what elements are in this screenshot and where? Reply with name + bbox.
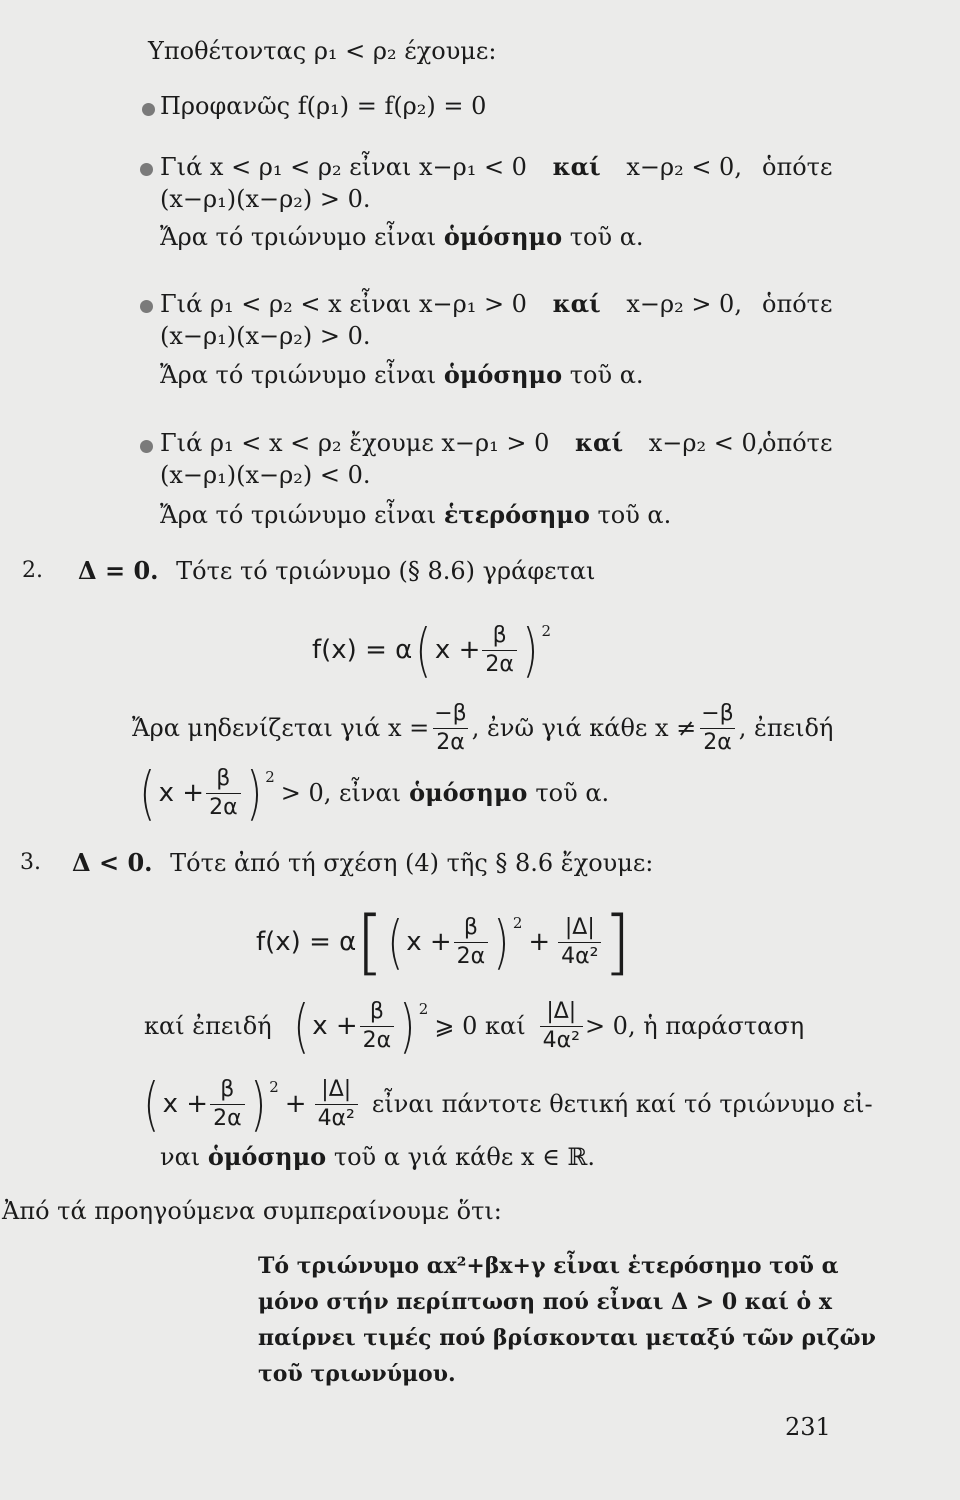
pos-end: τοῦ α. [535,779,610,807]
bullet-icon [140,163,153,176]
section-3-number: 3. [20,850,41,875]
section-2-zero-line [132,696,833,760]
right-paren: ) [493,908,510,976]
case-b-result-tail: τοῦ α. [569,223,644,251]
case-d-result [160,500,671,530]
case-b-result-bold: ὁμόσημο [443,222,563,251]
formula-lhs: f(x) = α [312,635,413,665]
right-paren: ) [245,759,262,827]
page-number: 231 [785,1413,831,1441]
fraction [454,916,489,969]
exponent: 2 [512,914,523,932]
case-d-opote: ὁπότε [762,429,833,457]
fraction-denominator: 2α [482,650,517,677]
fraction-numerator: β [220,1076,235,1102]
left-paren: ( [415,616,432,684]
case-b-condition: Γιά x < ρ₁ < ρ₂ εἶναι x−ρ₁ < 0 [160,153,527,181]
section-3-formula [256,900,631,984]
left-paren: ( [386,908,403,976]
left-bracket: [ [356,901,384,983]
section-2-delta: Δ = 0. [78,556,159,585]
fraction-numerator: β [369,998,384,1024]
abs-fraction [558,916,601,969]
bullet-icon [142,103,155,116]
section-2-number: 2. [22,558,43,583]
neg-denominator: 2α [433,728,468,755]
conclusion-line: μόνο στήν περίπτωση πού εἶναι Δ > 0 καί ὁ x [258,1289,832,1315]
neg-fraction-2 [698,702,736,755]
fraction-numerator: β [216,765,231,791]
fraction-numerator: β [463,914,478,940]
conclusion-line: τοῦ τριωνύμου. [258,1361,456,1387]
section-2-text: Τότε τό τριώνυμο (§ 8.6) γράφεται [176,557,596,585]
case-d-result-bold: ἑτερόσημο [443,500,590,529]
case-b-result [160,222,644,252]
case-c-result-tail: τοῦ α. [569,361,644,389]
section-2-heading [78,556,595,586]
case-d-result-tail: τοῦ α. [597,501,672,529]
neg-fraction [431,702,469,755]
plus-sign: + [528,927,551,957]
neg-numerator: −β [434,700,467,726]
fraction [206,767,241,820]
since-mid: ⩾ 0 καί [434,1012,526,1040]
fraction [482,624,517,677]
left-paren: ( [139,759,156,827]
formula-lhs: f(x) = α [256,927,357,957]
case-b-condition2: x−ρ₂ < 0, [626,153,742,181]
case-b-opote: ὁπότε [762,153,833,181]
abs-numerator: |Δ| [321,1076,352,1102]
left-paren: ( [292,992,309,1060]
section-3-since-line [144,988,804,1064]
case-d-condition2: x−ρ₂ < 0, [648,429,765,457]
abs-denominator: 4α² [315,1104,358,1131]
section-3-always-line [140,1066,873,1142]
neg-denominator-2: 2α [700,728,735,755]
x-plus: x + [162,1089,209,1119]
last-lead: ναι [160,1143,201,1171]
fraction-denominator: 2α [454,942,489,969]
x-plus: x + [158,778,205,808]
formula-x-plus: x + [434,635,481,665]
exponent: 2 [418,1000,429,1018]
case-c-line1 [160,289,742,319]
section-3-heading [72,848,653,878]
right-paren: ) [399,992,416,1060]
case-c-product: (x−ρ₁)(x−ρ₂) > 0. [160,322,371,350]
always-tail: εἶναι πάντοτε θετική καί τό τριώνυμο εἰ- [371,1090,873,1118]
case-c-opote: ὁπότε [762,290,833,318]
case-c-and: καί [552,289,601,318]
section-3-last-line [160,1142,595,1172]
fraction [360,1000,395,1053]
zero-tail: , ἐπειδή [738,714,834,742]
since-lead: καί ἐπειδή [144,1012,272,1040]
zero-mid: , ἐνῶ γιά κάθε x ≠ [471,714,697,742]
case-c-result [160,360,644,390]
case-c-condition2: x−ρ₂ > 0, [626,290,742,318]
section-2-formula [312,610,551,690]
since-tail: > 0, ἡ παράσταση [584,1012,805,1040]
case-d-line1 [160,428,764,458]
conclusion-line: Τό τριώνυμο αx²+βx+γ εἶναι ἑτερόσημο τοῦ α [258,1253,839,1279]
bullet-icon [140,440,153,453]
fraction-denominator: 2α [210,1104,245,1131]
right-paren: ) [522,616,539,684]
case-b-result-lead: Ἄρα τό τριώνυμο εἶναι [160,223,437,251]
x-plus: x + [406,927,452,957]
case-d-product: (x−ρ₁)(x−ρ₂) < 0. [160,461,371,489]
abs-numerator: |Δ| [564,914,595,940]
bullet-icon [140,300,153,313]
abs-numerator: |Δ| [546,998,577,1024]
pos-tail: > 0, εἶναι [280,779,402,807]
section-3-text: Τότε ἀπό τή σχέση (4) τῆς § 8.6 ἔχουμε: [170,849,654,877]
fraction-numerator: β [492,622,507,648]
fraction-denominator: 2α [206,793,241,820]
last-tail: τοῦ α γιά κάθε x ∈ ℝ. [333,1143,596,1171]
pos-bold: ὁμόσημο [409,778,528,807]
case-c-condition: Γιά ρ₁ < ρ₂ < x εἶναι x−ρ₁ > 0 [160,290,527,318]
x-plus: x + [312,1011,358,1041]
section-3-delta: Δ < 0. [72,848,153,877]
case-d-result-lead: Ἄρα τό τριώνυμο εἶναι [160,501,437,529]
case-c-result-lead: Ἄρα τό τριώνυμο εἶναι [160,361,437,389]
exponent: 2 [541,622,552,640]
plus-sign: + [284,1089,307,1119]
case-d-and: καί [575,428,624,457]
exponent: 2 [265,768,275,786]
fraction [210,1078,245,1131]
conclusion-intro: Ἀπό τά προηγούμενα συμπεραίνουμε ὅτι: [2,1197,502,1225]
case-b-product: (x−ρ₁)(x−ρ₂) > 0. [160,185,371,213]
section-2-positive-line [136,758,609,828]
fraction-denominator: 2α [360,1026,395,1053]
left-paren: ( [143,1070,160,1138]
abs-fraction [540,1000,583,1053]
exponent: 2 [269,1078,279,1096]
last-bold: ὁμόσημο [207,1142,327,1171]
zero-lead: Ἄρα μηδενίζεται γιά x = [132,714,430,742]
case-obvious: Προφανῶς f(ρ₁) = f(ρ₂) = 0 [160,92,487,120]
abs-denominator: 4α² [540,1026,583,1053]
conclusion-line: παίρνει τιμές πού βρίσκονται μεταξύ τῶν ριζῶν [258,1325,876,1351]
neg-numerator-2: −β [701,700,734,726]
case-b-and: καί [552,152,601,181]
intro-line: Υποθέτοντας ρ₁ < ρ₂ έχουμε: [148,37,497,65]
case-d-condition: Γιά ρ₁ < x < ρ₂ ἔχουμε x−ρ₁ > 0 [160,429,550,457]
right-bracket: ] [603,901,631,983]
right-paren: ) [249,1070,266,1138]
abs-denominator: 4α² [558,942,601,969]
case-b-line1 [160,152,742,182]
abs-fraction [315,1078,358,1131]
case-c-result-bold: ὁμόσημο [443,360,563,389]
